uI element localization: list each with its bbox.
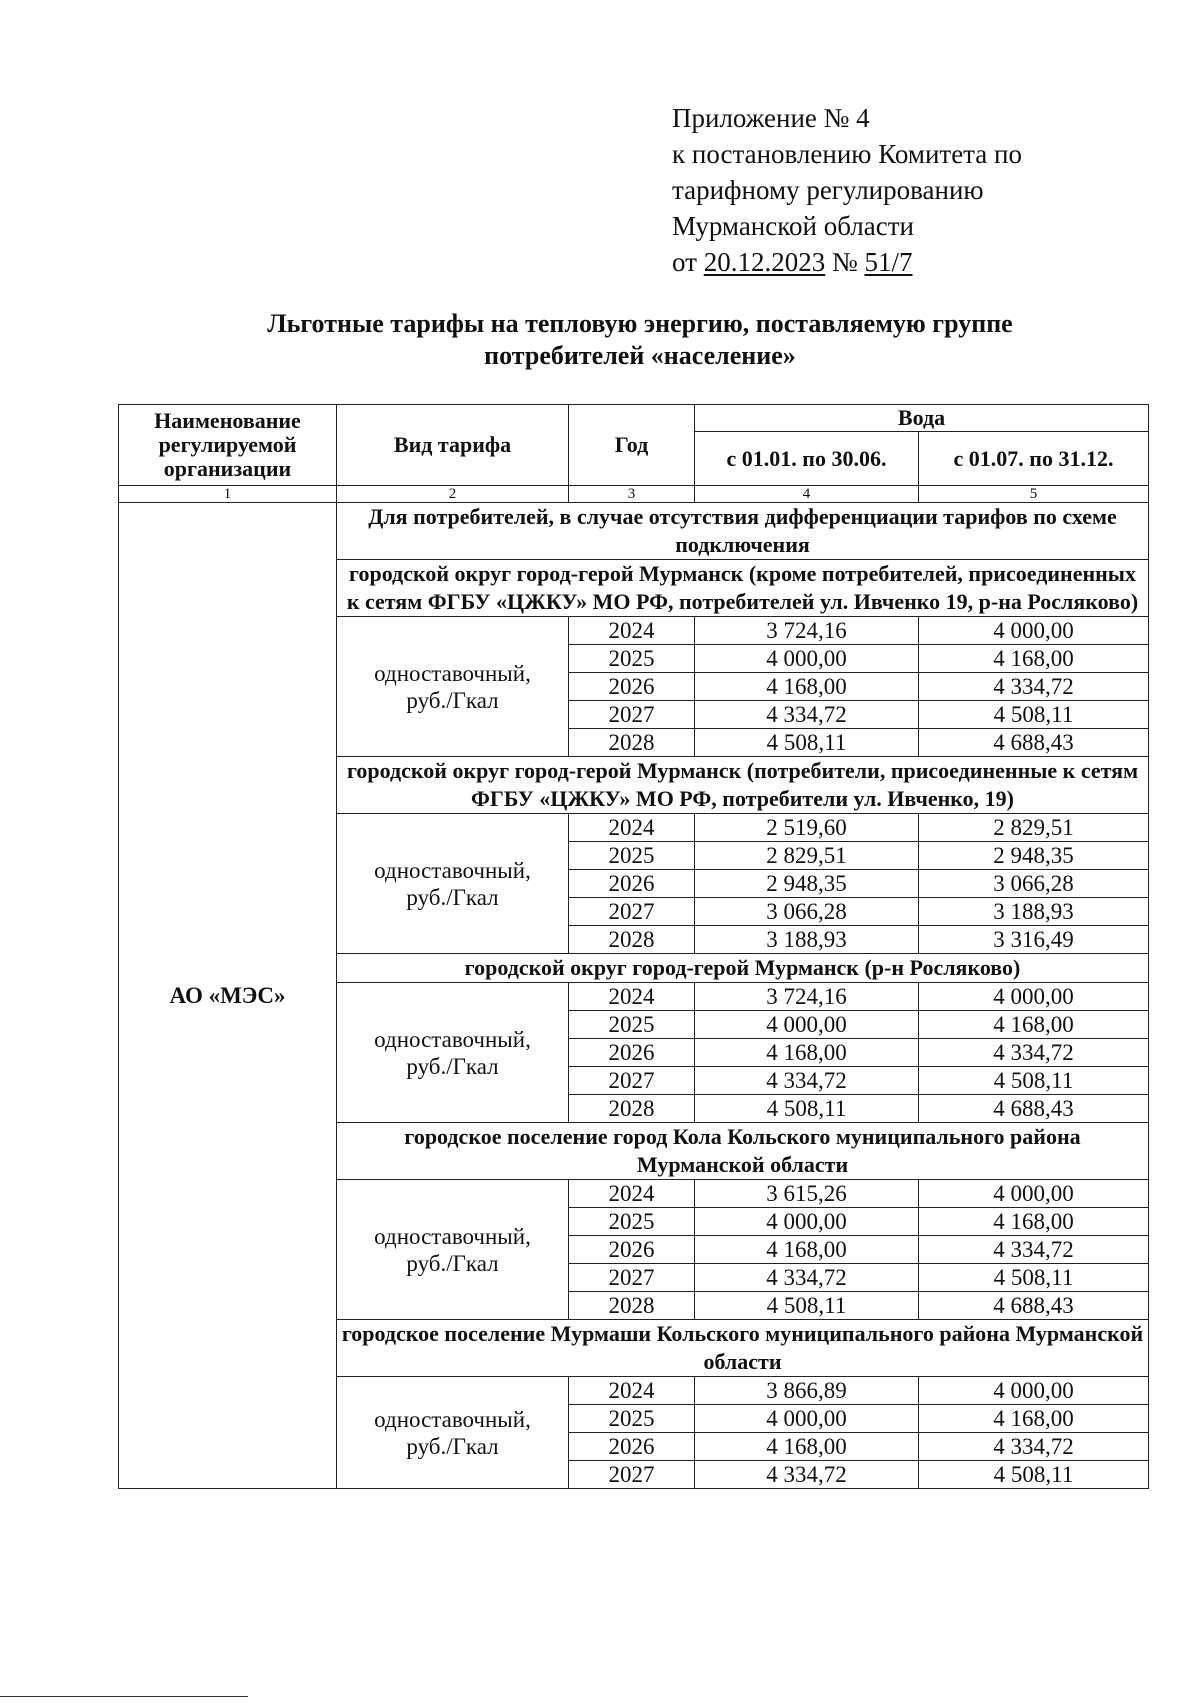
appendix-line-4: Мурманской области (672, 211, 914, 241)
tariff-first-half: 3 066,28 (695, 898, 919, 926)
tariff-second-half: 4 688,43 (919, 1095, 1149, 1123)
document-title (160, 308, 1120, 372)
tariff-second-half: 4 334,72 (919, 1236, 1149, 1264)
column-number: 5 (919, 486, 1149, 503)
year-cell: 2024 (569, 983, 695, 1011)
year-cell: 2025 (569, 1405, 695, 1433)
column-number: 4 (695, 486, 919, 503)
tariff-kind (337, 983, 569, 1123)
tariff-first-half: 4 508,11 (695, 1095, 919, 1123)
tariff-kind-line: одноставочный, (374, 660, 531, 686)
year-cell: 2026 (569, 673, 695, 701)
tariff-second-half: 4 508,11 (919, 1461, 1149, 1489)
tariff-body (119, 503, 1149, 1489)
year-cell: 2025 (569, 1011, 695, 1039)
tariff-second-half: 4 508,11 (919, 1067, 1149, 1095)
tariff-kind-unit: руб./Гкал (406, 1053, 499, 1079)
tariff-kind (337, 617, 569, 757)
tariff-kind-unit: руб./Гкал (406, 687, 499, 713)
year-cell: 2027 (569, 1264, 695, 1292)
tariff-second-half: 4 000,00 (919, 983, 1149, 1011)
tariff-first-half: 3 615,26 (695, 1180, 919, 1208)
document-title-line-1: Льготные тарифы на тепловую энергию, поставляемую группе (267, 309, 1013, 338)
tariff-first-half: 4 000,00 (695, 645, 919, 673)
tariff-first-half: 4 168,00 (695, 1039, 919, 1067)
tariff-first-half: 4 000,00 (695, 1011, 919, 1039)
year-cell: 2028 (569, 926, 695, 954)
tariff-kind-unit: руб./Гкал (406, 884, 499, 910)
tariff-kind-unit: руб./Гкал (406, 1250, 499, 1276)
appendix-line-1: Приложение № 4 (672, 103, 870, 133)
note-row (119, 503, 1149, 560)
header-tariff-type: Вид тарифа (337, 405, 569, 486)
resolution-number: 51/7 (864, 247, 913, 277)
tariff-second-half: 4 000,00 (919, 1180, 1149, 1208)
tariff-kind-line: одноставочный, (374, 857, 531, 883)
tariff-table (118, 404, 1149, 1489)
tariff-first-half: 3 724,16 (695, 983, 919, 1011)
year-cell: 2026 (569, 870, 695, 898)
general-note: Для потребителей, в случае отсутствия дифференциации тарифов по схеме подключения (337, 503, 1149, 560)
header-water: Вода (695, 405, 1149, 432)
tariff-second-half: 4 334,72 (919, 1039, 1149, 1067)
column-number: 3 (569, 486, 695, 503)
footnote-rule (0, 1696, 248, 1697)
tariff-first-half: 2 829,51 (695, 842, 919, 870)
year-cell: 2028 (569, 1292, 695, 1320)
tariff-first-half: 3 724,16 (695, 617, 919, 645)
appendix-block (672, 100, 1022, 280)
tariff-kind-line: одноставочный, (374, 1406, 531, 1432)
tariff-second-half: 4 688,43 (919, 729, 1149, 757)
tariff-first-half: 4 334,72 (695, 1264, 919, 1292)
year-cell: 2026 (569, 1039, 695, 1067)
year-cell: 2025 (569, 645, 695, 673)
year-cell: 2028 (569, 729, 695, 757)
region-name: городской округ город-герой Мурманск (потребители, присоединенные к сетям ФГБУ «ЦЖКУ» МО РФ, потребители ул. Ивченко, 19) (337, 757, 1149, 814)
date-prefix: от (672, 247, 704, 277)
column-number: 1 (119, 486, 337, 503)
number-prefix: № (825, 247, 865, 277)
tariff-first-half: 4 168,00 (695, 673, 919, 701)
tariff-first-half: 4 334,72 (695, 1461, 919, 1489)
tariff-kind (337, 1180, 569, 1320)
document-title-line-2: потребителей «население» (484, 341, 796, 370)
organization-name: АО «МЭС» (119, 503, 337, 1489)
year-cell: 2025 (569, 1208, 695, 1236)
region-name: городской округ город-герой Мурманск (р-н Росляково) (337, 954, 1149, 983)
year-cell: 2024 (569, 617, 695, 645)
year-cell: 2027 (569, 1461, 695, 1489)
tariff-second-half: 4 508,11 (919, 701, 1149, 729)
year-cell: 2024 (569, 1377, 695, 1405)
resolution-date: 20.12.2023 (703, 247, 826, 277)
appendix-date-line (672, 244, 1022, 280)
column-numbers-row (119, 486, 1149, 503)
tariff-second-half: 4 508,11 (919, 1264, 1149, 1292)
appendix-line-2: к постановлению Комитета по (672, 139, 1022, 169)
year-cell: 2028 (569, 1095, 695, 1123)
tariff-second-half: 2 829,51 (919, 814, 1149, 842)
tariff-second-half: 4 000,00 (919, 1377, 1149, 1405)
tariff-second-half: 3 316,49 (919, 926, 1149, 954)
tariff-second-half: 3 066,28 (919, 870, 1149, 898)
tariff-first-half: 4 000,00 (695, 1405, 919, 1433)
header-period-2: с 01.07. по 31.12. (919, 432, 1149, 486)
tariff-second-half: 2 948,35 (919, 842, 1149, 870)
tariff-kind (337, 1377, 569, 1489)
tariff-first-half: 4 334,72 (695, 1067, 919, 1095)
tariff-first-half: 4 000,00 (695, 1208, 919, 1236)
tariff-second-half: 4 000,00 (919, 617, 1149, 645)
header-period-1: с 01.01. по 30.06. (695, 432, 919, 486)
tariff-first-half: 3 866,89 (695, 1377, 919, 1405)
tariff-second-half: 3 188,93 (919, 898, 1149, 926)
year-cell: 2024 (569, 814, 695, 842)
tariff-second-half: 4 334,72 (919, 673, 1149, 701)
region-name: городское поселение город Кола Кольского муниципального района Мурманской области (337, 1123, 1149, 1180)
tariff-first-half: 3 188,93 (695, 926, 919, 954)
tariff-first-half: 4 168,00 (695, 1433, 919, 1461)
tariff-second-half: 4 168,00 (919, 1011, 1149, 1039)
tariff-first-half: 2 519,60 (695, 814, 919, 842)
region-name: городское поселение Мурмаши Кольского муниципального района Мурманской области (337, 1320, 1149, 1377)
year-cell: 2024 (569, 1180, 695, 1208)
tariff-second-half: 4 168,00 (919, 1208, 1149, 1236)
header-year: Год (569, 405, 695, 486)
tariff-first-half: 4 168,00 (695, 1236, 919, 1264)
tariff-second-half: 4 688,43 (919, 1292, 1149, 1320)
tariff-kind-line: одноставочный, (374, 1026, 531, 1052)
header-organization: Наименование регулируемой организации (119, 405, 337, 486)
tariff-first-half: 4 334,72 (695, 701, 919, 729)
region-name: городской округ город-герой Мурманск (кроме потребителей, присоединенных к сетям ФГБУ «ЦЖКУ» МО РФ, потребителей ул. Ивченко 19, р-на Росляково) (337, 560, 1149, 617)
year-cell: 2027 (569, 1067, 695, 1095)
tariff-first-half: 4 508,11 (695, 729, 919, 757)
tariff-second-half: 4 168,00 (919, 1405, 1149, 1433)
appendix-line-3: тарифному регулированию (672, 175, 984, 205)
tariff-first-half: 4 508,11 (695, 1292, 919, 1320)
year-cell: 2025 (569, 842, 695, 870)
year-cell: 2027 (569, 898, 695, 926)
year-cell: 2026 (569, 1236, 695, 1264)
tariff-kind-line: одноставочный, (374, 1223, 531, 1249)
year-cell: 2026 (569, 1433, 695, 1461)
tariff-second-half: 4 334,72 (919, 1433, 1149, 1461)
tariff-second-half: 4 168,00 (919, 645, 1149, 673)
year-cell: 2027 (569, 701, 695, 729)
tariff-kind-unit: руб./Гкал (406, 1433, 499, 1459)
column-number: 2 (337, 486, 569, 503)
tariff-first-half: 2 948,35 (695, 870, 919, 898)
tariff-kind (337, 814, 569, 954)
